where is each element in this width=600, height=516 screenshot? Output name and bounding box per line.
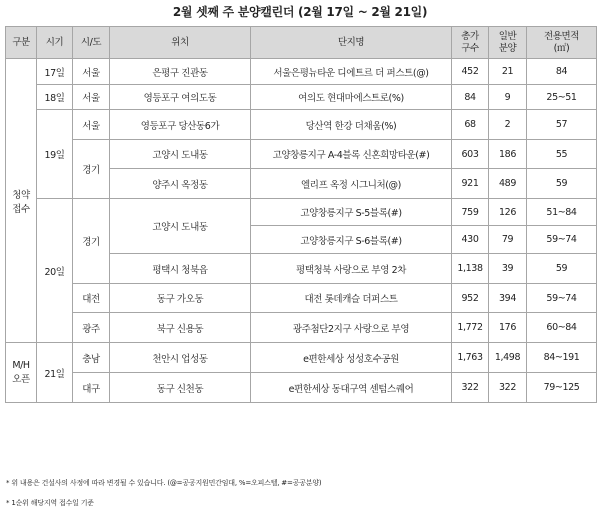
area-cell: 59 xyxy=(527,169,597,199)
table-row xyxy=(6,85,597,110)
complex-cell: 엘리프 옥정 시그니처(@) xyxy=(251,169,452,199)
location-cell: 고양시 도내동 xyxy=(110,199,251,254)
region-cell: 충남 xyxy=(73,343,110,373)
location-cell: 양주시 옥정동 xyxy=(110,169,251,199)
general-supply-cell: 186 xyxy=(489,140,527,169)
header-location: 위치 xyxy=(110,27,251,59)
total-units-cell: 603 xyxy=(452,140,489,169)
table-header-row xyxy=(6,27,597,59)
area-cell: 57 xyxy=(527,110,597,140)
general-supply-cell: 489 xyxy=(489,169,527,199)
date-cell: 19일 xyxy=(37,110,73,199)
complex-cell: 평택청북 사랑으로 부영 2차 xyxy=(251,254,452,284)
region-cell: 서울 xyxy=(73,59,110,85)
total-units-cell: 1,763 xyxy=(452,343,489,373)
footnote-legend: * 위 내용은 건설사의 사정에 따라 변경될 수 있습니다. (@=공공지원민간임대, %=오피스텔, #=공공분양) xyxy=(6,479,322,487)
area-cell: 51~84 xyxy=(527,199,597,226)
header-exclusive-area: 전용면적 (㎡) xyxy=(527,27,597,59)
header-general-supply: 일반 분양 xyxy=(489,27,527,59)
area-cell: 25~51 xyxy=(527,85,597,110)
header-category: 구분 xyxy=(6,27,37,59)
location-cell: 영등포구 당산동6가 xyxy=(110,110,251,140)
general-supply-cell: 176 xyxy=(489,313,527,343)
calendar-table xyxy=(5,26,597,403)
page-title: 2월 셋째 주 분양캘린더 (2월 17일 ~ 2월 21일) xyxy=(172,5,428,19)
location-cell: 동구 가오동 xyxy=(110,284,251,313)
region-cell: 경기 xyxy=(73,199,110,284)
general-supply-cell: 21 xyxy=(489,59,527,85)
total-units-cell: 952 xyxy=(452,284,489,313)
group-mh-open: M/H 오픈 xyxy=(6,343,37,403)
date-cell: 20일 xyxy=(37,199,73,343)
total-units-cell: 452 xyxy=(452,59,489,85)
complex-cell: e편한세상 동대구역 센텀스퀘어 xyxy=(251,373,452,403)
area-cell: 55 xyxy=(527,140,597,169)
complex-cell: 여의도 현대마에스트로(%) xyxy=(251,85,452,110)
header-date: 시기 xyxy=(37,27,73,59)
location-cell: 영등포구 여의도동 xyxy=(110,85,251,110)
region-cell: 서울 xyxy=(73,85,110,110)
area-cell: 60~84 xyxy=(527,313,597,343)
complex-cell: 당산역 한강 더채움(%) xyxy=(251,110,452,140)
complex-cell: 고양창릉지구 S-6블록(#) xyxy=(251,226,452,254)
table-row xyxy=(6,373,597,403)
total-units-cell: 84 xyxy=(452,85,489,110)
date-cell: 21일 xyxy=(37,343,73,403)
area-cell: 84 xyxy=(527,59,597,85)
general-supply-cell: 79 xyxy=(489,226,527,254)
area-cell: 84~191 xyxy=(527,343,597,373)
general-supply-cell: 394 xyxy=(489,284,527,313)
date-cell: 17일 xyxy=(37,59,73,85)
region-cell: 경기 xyxy=(73,140,110,199)
general-supply-cell: 1,498 xyxy=(489,343,527,373)
location-cell: 평택시 청북읍 xyxy=(110,254,251,284)
table-row xyxy=(6,284,597,313)
total-units-cell: 430 xyxy=(452,226,489,254)
location-cell: 은평구 진관동 xyxy=(110,59,251,85)
table-row xyxy=(6,313,597,343)
general-supply-cell: 322 xyxy=(489,373,527,403)
area-cell: 59~74 xyxy=(527,284,597,313)
date-cell: 18일 xyxy=(37,85,73,110)
general-supply-cell: 39 xyxy=(489,254,527,284)
footnote-basis: * 1순위 해당지역 접수일 기준 xyxy=(6,499,94,507)
total-units-cell: 1,772 xyxy=(452,313,489,343)
location-cell: 천안시 업성동 xyxy=(110,343,251,373)
area-cell: 59~74 xyxy=(527,226,597,254)
general-supply-cell: 126 xyxy=(489,199,527,226)
location-cell: 고양시 도내동 xyxy=(110,140,251,169)
table-row xyxy=(6,343,597,373)
complex-cell: 서울은평뉴타운 디에트르 더 퍼스트(@) xyxy=(251,59,452,85)
region-cell: 서울 xyxy=(73,110,110,140)
area-cell: 59 xyxy=(527,254,597,284)
total-units-cell: 759 xyxy=(452,199,489,226)
complex-cell: 고양창릉지구 S-5블록(#) xyxy=(251,199,452,226)
region-cell: 대구 xyxy=(73,373,110,403)
region-cell: 대전 xyxy=(73,284,110,313)
general-supply-cell: 9 xyxy=(489,85,527,110)
region-cell: 광주 xyxy=(73,313,110,343)
total-units-cell: 921 xyxy=(452,169,489,199)
complex-cell: e편한세상 성성호수공원 xyxy=(251,343,452,373)
complex-cell: 광주첨단2지구 사랑으로 부영 xyxy=(251,313,452,343)
location-cell: 동구 신천동 xyxy=(110,373,251,403)
header-region: 시/도 xyxy=(73,27,110,59)
area-cell: 79~125 xyxy=(527,373,597,403)
total-units-cell: 1,138 xyxy=(452,254,489,284)
table-row xyxy=(6,59,597,85)
table-row xyxy=(6,199,597,226)
general-supply-cell: 2 xyxy=(489,110,527,140)
total-units-cell: 68 xyxy=(452,110,489,140)
group-subscription: 청약 접수 xyxy=(6,59,37,343)
complex-cell: 대전 롯데캐슬 더퍼스트 xyxy=(251,284,452,313)
header-total-units: 총가 구수 xyxy=(452,27,489,59)
table-row xyxy=(6,140,597,169)
total-units-cell: 322 xyxy=(452,373,489,403)
table-row xyxy=(6,110,597,140)
header-complex: 단지명 xyxy=(251,27,452,59)
complex-cell: 고양창릉지구 A-4블록 신혼희망타운(#) xyxy=(251,140,452,169)
location-cell: 북구 신용동 xyxy=(110,313,251,343)
